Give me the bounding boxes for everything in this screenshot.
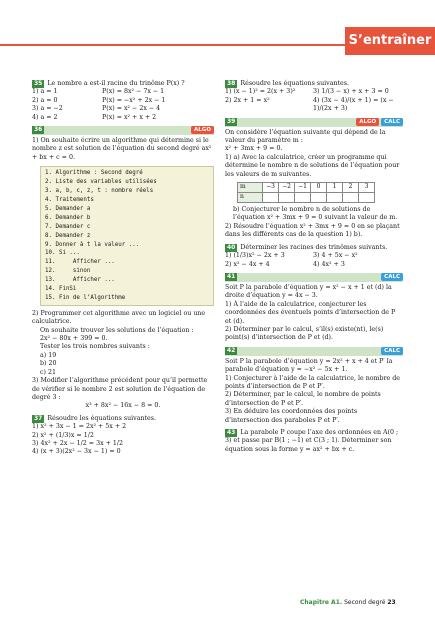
equation-item: 1) (x − 1)² = 2(x + 3)² [225, 88, 296, 96]
footer-chapter: Chapitre A1. [300, 599, 343, 606]
algo-line: 5. Demander a [45, 205, 91, 212]
exercise-statement: Le nombre a est-il racine du trinôme P(x) ? [47, 80, 185, 87]
question-3: 3) En déduire les coordonnées des points d’intersection des paraboles P et P′. [225, 408, 358, 424]
question-1: 1) On souhaite écrire un algorithme qui détermine si le nombre z est solution de l’équation du second degré ax² + bx + c = 0. [32, 137, 212, 161]
table-row [238, 183, 375, 193]
calc-tag: CALC [381, 273, 403, 281]
equation-item: 1) x² + 3x − 1 = 2x² + 5x + 2 [32, 423, 127, 431]
algorithm-box [40, 166, 214, 306]
algo-line: 12. sinon [45, 268, 91, 275]
page-number: 23 [387, 599, 396, 606]
question-2: 2) Programmer cet algorithme avec un logiciel ou une calculatrice. [32, 309, 206, 326]
item-a: 4) a = 2 [32, 113, 58, 121]
exercise-statement: Résoudre les équations suivantes. [47, 414, 156, 422]
equation-item: 4) (3x − 4)/(x + 1) = (x − 1)/(2x + 3) [313, 96, 394, 113]
algo-line: 2. Liste des variables utilisées [45, 179, 157, 186]
exercise-items [32, 88, 214, 122]
exercise-43 [225, 429, 403, 454]
exercise-40 [225, 244, 403, 269]
page-title: S’entraîner [345, 27, 435, 55]
algo-line: 8. Demander z [45, 232, 91, 239]
values-table [237, 182, 375, 203]
table-cell[interactable] [359, 193, 375, 203]
table-cell: 0 [311, 183, 327, 193]
page-header [0, 0, 435, 60]
item-p: P(x) = 8x² − 7x − 1 [102, 88, 165, 96]
table-cell[interactable] [295, 193, 311, 203]
algo-line: 11. Afficher ... [45, 259, 115, 266]
exercise-number: 35 [34, 80, 43, 87]
test-value: b) 20 [40, 360, 57, 368]
exercise-statement: La parabole P coupe l’axe des ordonnées en A(0 ; 3) et passe par B(1 ; −1) et C(3 ; 1). Déterminer son équation sous la forme y = ax² + bx + c. [225, 429, 399, 453]
algo-line: 15. Fin de l’Algorithme [45, 294, 126, 301]
exercise-35 [32, 80, 214, 122]
table-cell[interactable] [311, 193, 327, 203]
test-value: c) 21 [40, 368, 56, 376]
trinome-item: 2) x² − 4x + 4 [225, 260, 270, 268]
exercise-number: 36 [34, 126, 43, 134]
algo-line: 1. Algorithme : Second degré [45, 170, 143, 177]
item-p: P(x) = x² + x + 2 [102, 113, 157, 121]
table-row [238, 193, 375, 203]
exercise-equation: x² + 3mx + 9 = 0. [225, 145, 283, 153]
table-cell[interactable] [327, 193, 343, 203]
exercise-number: 41 [227, 272, 236, 280]
algo-line: 9. Donner à t la valeur ... [45, 241, 140, 248]
exercise-statement: Déterminer les racines des trinômes suivants. [240, 243, 388, 251]
table-cell: −2 [279, 183, 295, 193]
test-value: a) 19 [40, 351, 57, 359]
left-column [32, 80, 214, 461]
question-2-equation: 2x² − 80x + 399 = 0. [40, 335, 108, 343]
algo-line: 10. Si ... [45, 250, 80, 257]
algo-line: 3. a, b, c, z, t : nombre réels [45, 188, 154, 195]
algo-line: 4. Traitements [45, 196, 94, 203]
algo-line: 6. Demander b [45, 214, 91, 221]
exercise-number: 40 [227, 243, 236, 251]
item-p: P(x) = x² − 2x − 4 [102, 105, 161, 113]
exercise-number: 37 [34, 414, 43, 422]
equation-item: 4) (x + 3)(2x² − 3x − 1) = 0 [32, 448, 121, 456]
exercise-statement: Résoudre les équations suivantes. [240, 80, 349, 87]
tag-group [354, 118, 403, 126]
table-cell: 2 [343, 183, 359, 193]
equation-item: 2) 2x + 1 = x² [225, 96, 270, 104]
table-cell: −1 [295, 183, 311, 193]
question-3: 3) Modifier l’algorithme précédent pour qu’il permette de vérifier si le nombre 2 est solution de l’équation de degré 3 : [32, 377, 208, 401]
item-a: 3) a = −2 [32, 105, 63, 113]
question-1b: b) Conjecturer le nombre n de solutions de l’équation x² + 3mx + 9 = 0 suivant la valeur de m. [233, 206, 398, 222]
exercise-number: 42 [227, 346, 236, 354]
equation-item: 3) 4x² + 2x − 1/2 = 3x + 1/2 [32, 439, 124, 447]
table-cell: n [238, 193, 263, 203]
exercise-number: 39 [227, 117, 236, 125]
exercise-items [225, 88, 403, 113]
exercise-41 [225, 273, 403, 343]
question-1: 1) À l’aide de la calculatrice, conjecturer les coordonnées des éventuels points d’intersection de P et (d). [225, 300, 396, 325]
calc-tag: CALC [381, 347, 403, 355]
table-cell: m [238, 183, 263, 193]
exercise-header-bar [225, 118, 403, 127]
right-column [225, 80, 403, 458]
algo-line: 14. FinSi [45, 286, 77, 293]
question-2: 2) Déterminer par le calcul, s’il(s) existe(nt), le(s) point(s) d’intersection de P et (d). [225, 325, 384, 342]
exercise-statement: Soit P la parabole d’équation y = 2x² + x + 4 et P′ la parabole d’équation y = −x² − 5x + 1. [225, 357, 393, 374]
question-1a: 1) a) Avec la calculatrice, créer un programme qui détermine le nombre n de solutions de l’équation pour les valeurs de m suivantes. [225, 153, 400, 178]
question-2: 2) Déterminer, par le calcul, le nombre de points d’intersection de P et P′. [225, 391, 381, 407]
table-cell[interactable] [263, 193, 279, 203]
algo-tag: ALGO [191, 126, 214, 134]
question-1: 1) Conjecturer à l’aide de la calculatrice, le nombre de points d’intersection de P et P′. [225, 374, 401, 390]
exercise-statement: Soit P la parabole d’équation y = x² − x + 1 et (d) la droite d’équation y = 4x − 3. [225, 283, 392, 300]
exercise-header-bar [32, 126, 214, 135]
exercise-38 [225, 80, 403, 114]
item-a: 2) a = 0 [32, 96, 58, 104]
footer-title: Second degré [344, 599, 386, 606]
item-p: P(x) = −x² + 2x − 1 [102, 96, 166, 104]
trinome-item: 1) (1/3)x² − 2x + 3 [225, 252, 285, 260]
algo-line: 13. Afficher ... [45, 277, 115, 284]
table-cell: 1 [327, 183, 343, 193]
exercise-36 [32, 126, 214, 411]
page-footer [300, 599, 396, 606]
exercise-items [225, 252, 403, 269]
calc-tag: CALC [381, 118, 403, 126]
exercise-39 [225, 118, 403, 240]
header-rule [0, 44, 345, 46]
exercise-42 [225, 347, 403, 425]
exercise-number: 38 [227, 80, 236, 87]
table-cell[interactable] [279, 193, 295, 203]
exercise-number: 43 [227, 429, 236, 436]
exercise-statement: On considère l’équation suivante qui dépend de la valeur du paramètre m : [225, 128, 386, 145]
question-2-text: On souhaite trouver les solutions de l’équation : [40, 326, 194, 334]
question-2-test-intro: Tester les trois nombres suivants : [40, 343, 150, 351]
trinome-item: 4) 4x² + 3 [313, 260, 345, 268]
equation-item: 3) 1/(3 − x) + x + 3 = 0 [313, 88, 389, 96]
item-a: 1) a = 1 [32, 88, 58, 96]
question-2: 2) Résoudre l’équation x² + 3mx + 9 = 0 en se plaçant dans les différents cas de la question 1) b). [225, 222, 400, 239]
trinome-item: 3) 4 + 5x − x² [313, 252, 358, 260]
exercise-37 [32, 415, 214, 457]
table-cell[interactable] [343, 193, 359, 203]
exercise-header-bar [225, 273, 403, 282]
algo-line: 7. Demander c [45, 223, 91, 230]
table-cell: −3 [263, 183, 279, 193]
table-cell: 3 [359, 183, 375, 193]
question-3-equation: x³ + 8x² − 16x − 8 = 0. [85, 402, 161, 410]
exercise-header-bar [225, 347, 403, 356]
equation-item: 2) x² + (1/3)x = 1/2 [32, 431, 94, 439]
algo-tag: ALGO [356, 118, 379, 126]
